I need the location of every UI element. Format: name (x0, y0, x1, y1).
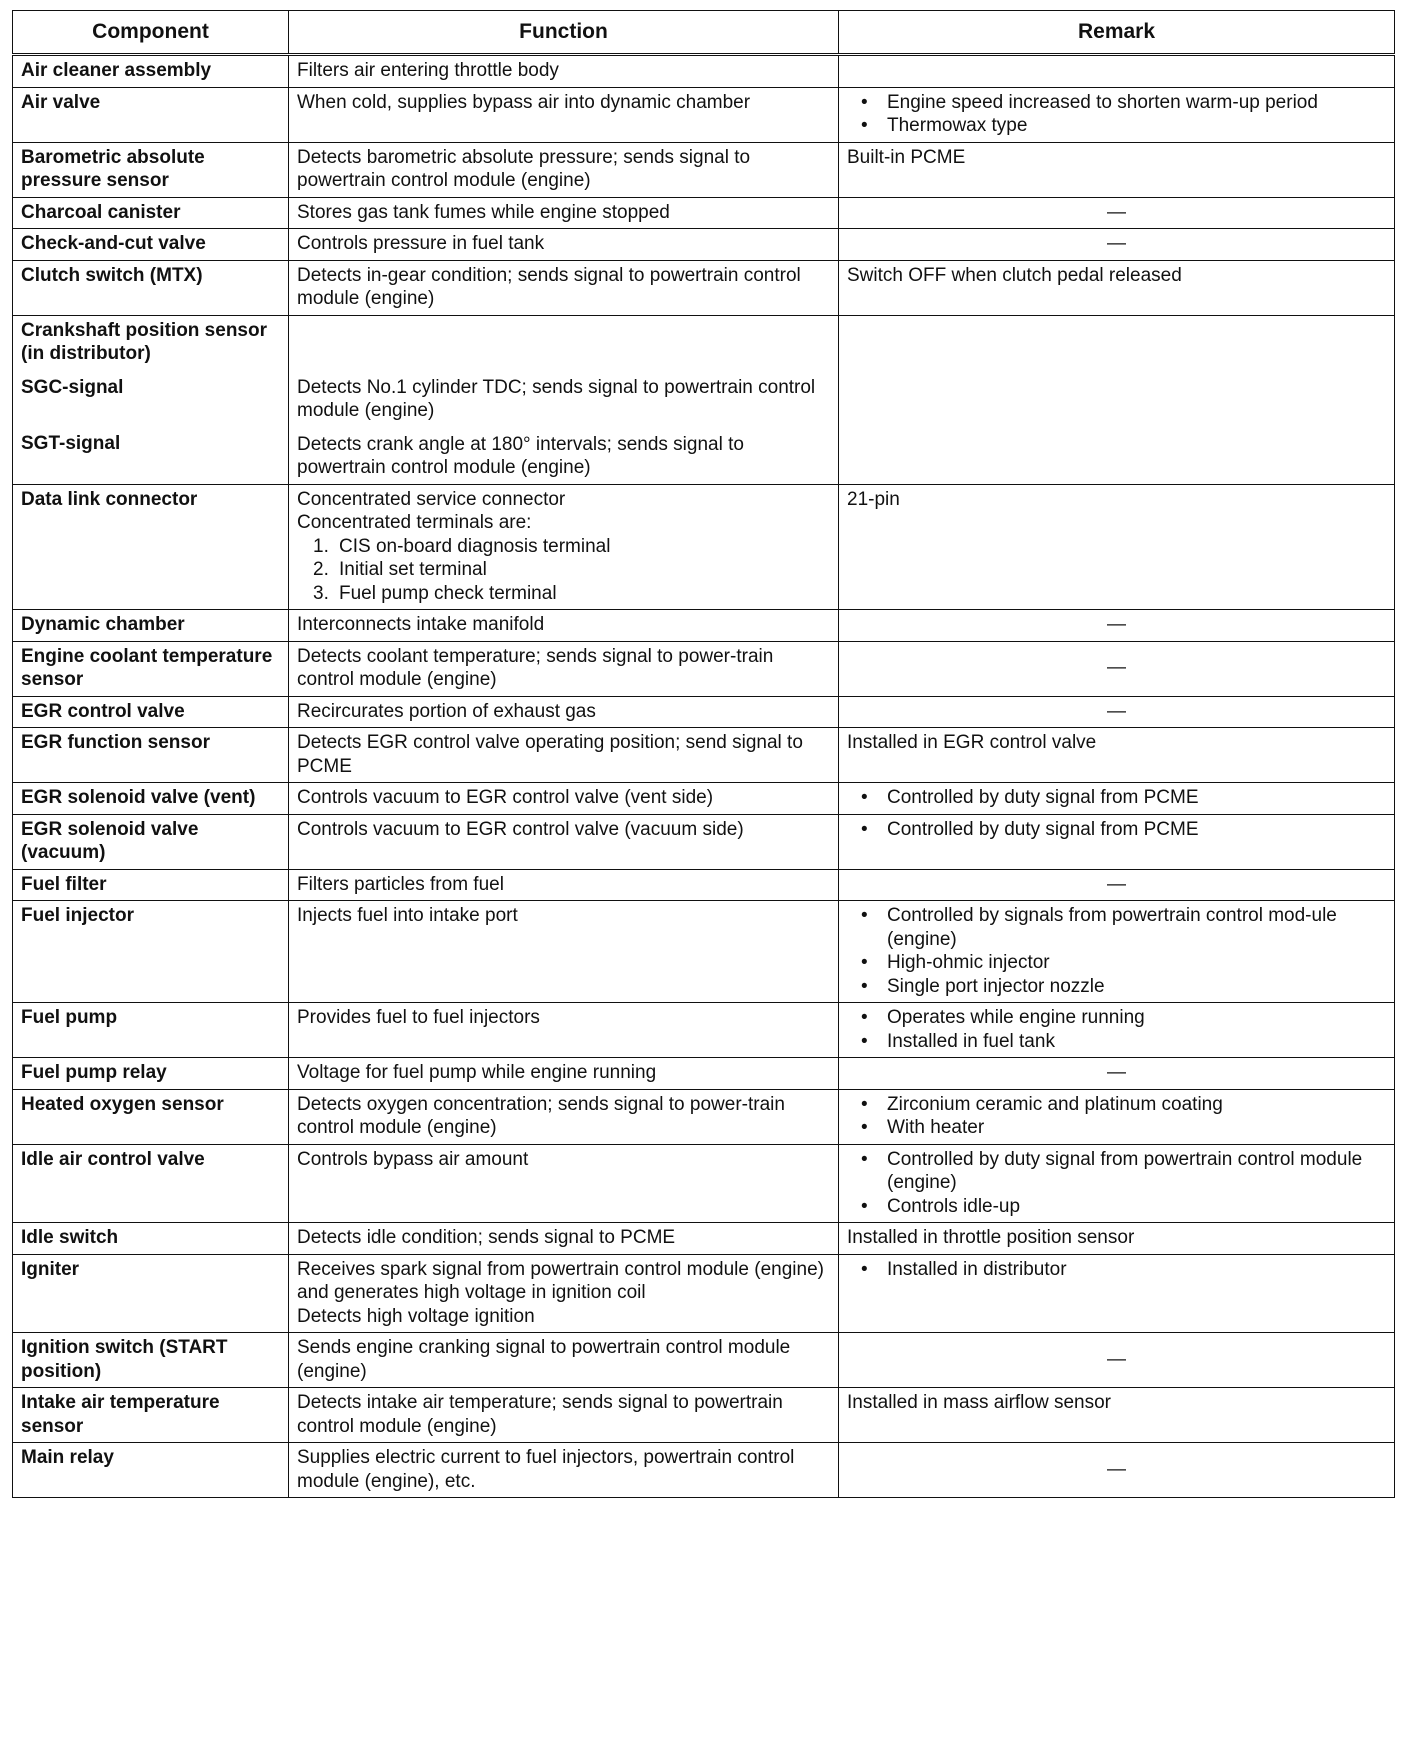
table-row (13, 1058, 1395, 1090)
function-line: Receives spark signal from powertrain control module (engine) and generates high voltage in ignition coil (297, 1258, 824, 1303)
remark-cell: — (839, 197, 1395, 229)
component-cell: Fuel pump (13, 1003, 289, 1058)
remark-cell: Installed in EGR control valve (839, 728, 1395, 783)
remark-cell (839, 814, 1395, 869)
function-line: Detects high voltage ignition (297, 1305, 535, 1327)
remark-bullet: • Controlled by signals from powertrain control mod-ule (engine) (861, 904, 1386, 951)
table-row (13, 641, 1395, 696)
table-row (13, 1254, 1395, 1333)
component-cell: Engine coolant temperature sensor (13, 641, 289, 696)
table-row (13, 1089, 1395, 1144)
function-line: Concentrated terminals are: (297, 512, 532, 533)
component-cell: Fuel pump relay (13, 1058, 289, 1090)
function-cell: Controls vacuum to EGR control valve (vacuum side) (289, 814, 839, 869)
remark-bullet: • Thermowax type (861, 114, 1386, 138)
function-cell (289, 315, 839, 484)
function-cell: Filters air entering throttle body (289, 55, 839, 88)
terminal-item: 3. Fuel pump check terminal (313, 582, 557, 604)
function-cell: Recircurates portion of exhaust gas (289, 696, 839, 728)
table-row (13, 1144, 1395, 1223)
table-row (13, 260, 1395, 315)
function-cell: Interconnects intake manifold (289, 610, 839, 642)
table-header-row (13, 11, 1395, 55)
component-cell: EGR function sensor (13, 728, 289, 783)
component-function-table (12, 10, 1395, 1498)
remark-bullet: • Operates while engine running (861, 1006, 1386, 1030)
component-cell: Data link connector (13, 484, 289, 610)
function-cell: Filters particles from fuel (289, 869, 839, 901)
function-cell: Injects fuel into intake port (289, 901, 839, 1003)
table-row (13, 696, 1395, 728)
function-cell (289, 484, 839, 610)
component-cell: EGR solenoid valve (vent) (13, 783, 289, 815)
function-cell: Sends engine cranking signal to powertrain control module (engine) (289, 1333, 839, 1388)
function-cell: When cold, supplies bypass air into dynamic chamber (289, 87, 839, 142)
remark-cell: — (839, 1058, 1395, 1090)
sub-signal-function: Detects No.1 cylinder TDC; sends signal to powertrain control module (engine) (297, 376, 816, 421)
table-row (13, 783, 1395, 815)
component-label: Crankshaft position sensor (in distributor) (21, 319, 267, 364)
component-cell: Fuel injector (13, 901, 289, 1003)
remark-cell (839, 1003, 1395, 1058)
terminal-item: 1. CIS on-board diagnosis terminal (313, 535, 611, 557)
remark-cell: Installed in throttle position sensor (839, 1223, 1395, 1255)
table-row (13, 87, 1395, 142)
table-row (13, 1003, 1395, 1058)
remark-cell: — (839, 1333, 1395, 1388)
header-component: Component (13, 11, 289, 55)
remark-bullet: • Zirconium ceramic and platinum coating (861, 1093, 1386, 1117)
function-cell: Voltage for fuel pump while engine running (289, 1058, 839, 1090)
remark-cell (839, 783, 1395, 815)
remark-cell: — (839, 869, 1395, 901)
remark-bullet: • With heater (861, 1116, 1386, 1140)
remark-bullet: • Installed in fuel tank (861, 1030, 1386, 1054)
table-row (13, 315, 1395, 484)
component-cell: Dynamic chamber (13, 610, 289, 642)
component-cell: EGR control valve (13, 696, 289, 728)
remark-bullet: • Controlled by duty signal from powertrain control module (engine) (861, 1148, 1386, 1195)
remark-bullet: • Controls idle-up (861, 1195, 1386, 1219)
component-cell: Idle air control valve (13, 1144, 289, 1223)
table-row (13, 55, 1395, 88)
function-cell: Detects EGR control valve operating position; send signal to PCME (289, 728, 839, 783)
terminal-item: 2. Initial set terminal (313, 559, 487, 580)
table-row (13, 484, 1395, 610)
table-row (13, 1223, 1395, 1255)
component-cell: Clutch switch (MTX) (13, 260, 289, 315)
component-cell: Idle switch (13, 1223, 289, 1255)
remark-cell: 21-pin (839, 484, 1395, 610)
table-row (13, 1443, 1395, 1498)
function-cell: Stores gas tank fumes while engine stopped (289, 197, 839, 229)
table-row (13, 869, 1395, 901)
header-function: Function (289, 11, 839, 55)
table-row (13, 1333, 1395, 1388)
remark-cell: — (839, 1443, 1395, 1498)
function-cell: Detects idle condition; sends signal to PCME (289, 1223, 839, 1255)
remark-cell (839, 55, 1395, 88)
table-row (13, 728, 1395, 783)
remark-cell: — (839, 641, 1395, 696)
remark-cell (839, 901, 1395, 1003)
table-row (13, 1388, 1395, 1443)
remark-cell: — (839, 229, 1395, 261)
sub-signal-function: Detects crank angle at 180° intervals; sends signal to powertrain control module (engine) (297, 433, 744, 478)
function-cell: Controls vacuum to EGR control valve (vent side) (289, 783, 839, 815)
component-cell: EGR solenoid valve (vacuum) (13, 814, 289, 869)
sub-signal-label: SGT-signal (21, 433, 121, 454)
remark-bullet: • Single port injector nozzle (861, 975, 1386, 999)
component-cell: Ignition switch (START position) (13, 1333, 289, 1388)
header-remark: Remark (839, 11, 1395, 55)
function-cell: Detects oxygen concentration; sends signal to power-train control module (engine) (289, 1089, 839, 1144)
component-cell: Fuel filter (13, 869, 289, 901)
component-cell: Air cleaner assembly (13, 55, 289, 88)
component-cell: Barometric absolute pressure sensor (13, 142, 289, 197)
remark-cell (839, 87, 1395, 142)
remark-bullet: • High-ohmic injector (861, 951, 1386, 975)
remark-cell: Built-in PCME (839, 142, 1395, 197)
function-cell: Controls bypass air amount (289, 1144, 839, 1223)
component-cell: Air valve (13, 87, 289, 142)
table-row (13, 901, 1395, 1003)
function-cell: Detects intake air temperature; sends signal to powertrain control module (engine) (289, 1388, 839, 1443)
component-cell: Heated oxygen sensor (13, 1089, 289, 1144)
remark-cell (839, 1254, 1395, 1333)
component-cell: Intake air temperature sensor (13, 1388, 289, 1443)
function-cell: Detects coolant temperature; sends signal to power-train control module (engine) (289, 641, 839, 696)
remark-cell (839, 315, 1395, 484)
function-cell: Controls pressure in fuel tank (289, 229, 839, 261)
remark-cell: — (839, 696, 1395, 728)
component-cell: Igniter (13, 1254, 289, 1333)
function-cell: Detects in-gear condition; sends signal to powertrain control module (engine) (289, 260, 839, 315)
function-cell: Detects barometric absolute pressure; sends signal to powertrain control module (engine) (289, 142, 839, 197)
remark-bullet: • Controlled by duty signal from PCME (861, 786, 1386, 810)
sub-signal-label: SGC-signal (21, 376, 124, 398)
table-row (13, 142, 1395, 197)
remark-cell: Installed in mass airflow sensor (839, 1388, 1395, 1443)
remark-bullet: • Engine speed increased to shorten warm-up period (861, 91, 1386, 115)
table-row (13, 610, 1395, 642)
component-cell: Charcoal canister (13, 197, 289, 229)
component-function-table-sheet (12, 10, 1394, 1498)
component-cell: Check-and-cut valve (13, 229, 289, 261)
remark-bullet: • Installed in distributor (861, 1258, 1386, 1282)
remark-bullet: • Controlled by duty signal from PCME (861, 818, 1386, 842)
table-row (13, 197, 1395, 229)
function-cell: Supplies electric current to fuel injectors, powertrain control module (engine), etc. (289, 1443, 839, 1498)
remark-cell: Switch OFF when clutch pedal released (839, 260, 1395, 315)
remark-cell (839, 1089, 1395, 1144)
function-cell (289, 1254, 839, 1333)
function-cell: Provides fuel to fuel injectors (289, 1003, 839, 1058)
function-line: Concentrated service connector (297, 488, 566, 510)
table-row (13, 229, 1395, 261)
component-cell: Main relay (13, 1443, 289, 1498)
remark-cell: — (839, 610, 1395, 642)
component-cell (13, 315, 289, 484)
remark-cell (839, 1144, 1395, 1223)
table-row (13, 814, 1395, 869)
